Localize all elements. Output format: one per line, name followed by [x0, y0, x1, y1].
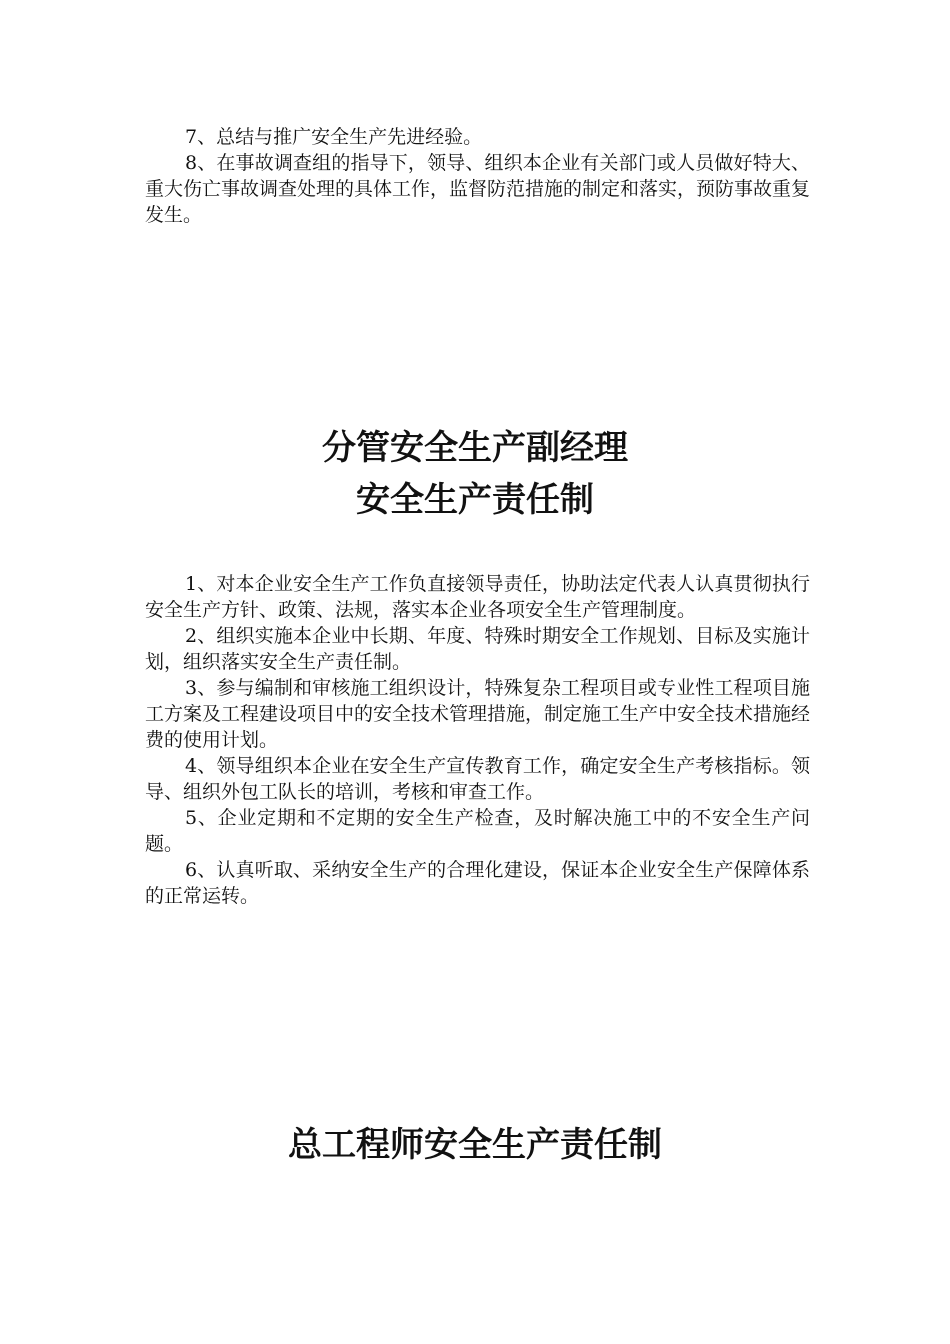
duty-item-2: 2、组织实施本企业中长期、年度、特殊时期安全工作规划、目标及实施计划，组织落实安全生产责任制。: [145, 625, 810, 673]
duty-item-1: 1、对本企业安全生产工作负直接领导责任，协助法定代表人认真贯彻执行安全生产方针、政策、法规，落实本企业各项安全生产管理制度。: [145, 573, 810, 621]
section-title-vice-manager-line2: 安全生产责任制: [356, 480, 594, 520]
section-title-chief-engineer: 总工程师安全生产责任制: [288, 1125, 662, 1165]
duty-item-6: 6、认真听取、采纳安全生产的合理化建设，保证本企业安全生产保障体系的正常运转。: [145, 859, 810, 907]
duty-item-3: 3、参与编制和审核施工组织设计，特殊复杂工程项目或专业性工程项目施工方案及工程建设项目中的安全技术管理措施，制定施工生产中安全技术措施经费的使用计划。: [145, 677, 811, 751]
top-section: [145, 124, 810, 228]
section-title-vice-manager-line1: 分管安全生产副经理: [322, 428, 628, 468]
duty-item-4: 4、领导组织本企业在安全生产宣传教育工作，确定安全生产考核指标。领导、组织外包工队长的培训，考核和审查工作。: [145, 755, 810, 803]
vice-manager-duties: [145, 571, 810, 909]
duty-item-5: 5、企业定期和不定期的安全生产检查，及时解决施工中的不安全生产问题。: [145, 807, 810, 855]
paragraph-item-7: 7、总结与推广安全生产先进经验。: [185, 126, 483, 148]
paragraph-item-8: 8、在事故调查组的指导下，领导、组织本企业有关部门或人员做好特大、重大伤亡事故调查处理的具体工作，监督防范措施的制定和落实，预防事故重复发生。: [145, 152, 811, 226]
